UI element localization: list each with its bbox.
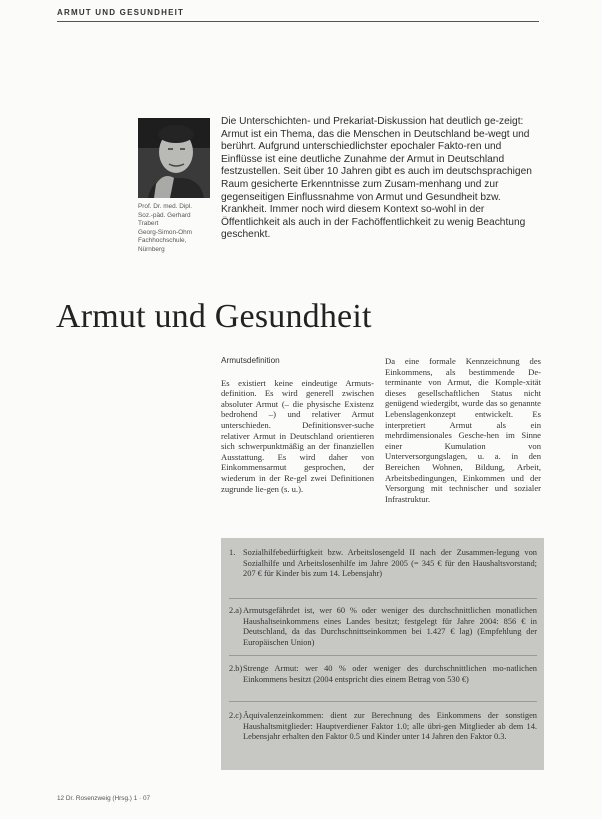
definition-number: 2.c) <box>229 711 242 720</box>
definition-text: Armutsgefährdet ist, wer 60 % oder weniger des durchschnittlichen monatlichen Haushaltseinkommens eines Landes besitzt; festgelegt für Jahre 2004: 856 € in Deutschland, da das Durchschnittseinkommen bei 1.427 € lag) (Empfehlung der Europäischen Union) <box>243 606 537 647</box>
running-head: ARMUT UND GESUNDHEIT <box>57 8 185 17</box>
header-rule <box>57 21 539 22</box>
box-divider <box>229 701 537 702</box>
author-caption: Prof. Dr. med. Dipl. Soz.-päd. Gerhard Trabert Georg-Simon-Ohm Fachhochschule, Nürnberg <box>138 203 192 253</box>
box-divider <box>229 598 537 599</box>
article-column-left <box>221 356 374 494</box>
box-divider <box>229 655 537 656</box>
definition-text: Äquivalenzeinkommen: dient zur Berechnung des Einkommens der sonstigen Haushaltsmitglieder: Hauptverdiener Faktor 1.0; alle übri-gen Mitglieder ab dem 14. Lebensjahr erhalten den Faktor 0.5 und Kinder unter 14 Jahren den Faktor 0.3. <box>243 711 537 742</box>
article-title: Armut und Gesundheit <box>56 298 372 335</box>
definitions-box <box>221 538 544 770</box>
column-left-text: Es existiert keine eindeutige Armuts-definition. Es wird generell zwischen absoluter Armut (– die physische Existenz bedrohend –) und relativer Armut unterschieden. Definitionsver-suche relativer Armut in Deutschland orientieren sich schwerpunktmäßig an der finanziellen Ausstattung. Es wird daher von Einkommensarmut gesprochen, der wiederum in der Re-gel zwei Definitionen zugrunde lie-gen (s. u.). <box>221 377 374 494</box>
section-subhead: Armutsdefinition <box>221 356 280 365</box>
definition-number: 1. <box>229 548 236 557</box>
definition-number: 2.a) <box>229 606 242 615</box>
definition-text: Strenge Armut: wer 40 % oder weniger des durchschnittlichen mo-natlichen Einkommens besitzt (2004 entspricht dies einem Betrag von 530 €) <box>243 664 537 684</box>
article-column-right: Da eine formale Kennzeichnung des Einkommens, als bestimmende De-terminante von Armut, die Komple-xität dieses gesellschaftlichen Status nicht genügend wiedergibt, wurde das so genannte Lebenslagenkonzept entwickelt. Es interpretiert Armut als ein mehrdimensionales Gesche-hen im Sinne einer Kumulation von Unterversorgungslagen, u. a. in den Bereichen Wohnen, Bildung, Arbeit, Arbeitsbedingungen, Einkommen und der Versorgung mit technischer und sozialer Infrastruktur. <box>385 356 541 504</box>
definition-text: Sozialhilfebedürftigkeit bzw. Arbeitslosengeld II nach der Zusammen-legung von Sozialhilfe und Arbeitslosenhilfe im Jahre 2005 (= 345 € für den Haushaltsvorstand; 207 € für Kinder bis zum 14. Lebensjahr) <box>243 548 537 579</box>
author-photo <box>138 118 210 198</box>
intro-paragraph: Die Unterschichten- und Prekariat-Diskussion hat deutlich ge-zeigt: Armut ist ein Thema, das die Menschen in Deutschland be-wegt und berührt. Aufgrund unterschiedlichster epochaler Fakto-ren und Einflüsse ist eine deutliche Zunahme der Armut in Deutschland festzustellen. Seit über 10 Jahren gibt es auch im deutschsprachigen Raum gesicherte Erkenntnisse zum Zusam-menhang und zur gegenseitigen Einflussnahme von Armut und Gesundheit bzw. Krankheit. Immer noch wird diesem Kontext so-wohl in der Öffentlichkeit als auch in der Fachöffentlichkeit zu wenig Beachtung geschenkt. <box>221 116 532 241</box>
definition-number: 2.b) <box>229 664 243 673</box>
page-footer: 12 Dr. Rosenzweig (Hrsg.) 1 · 07 <box>57 795 151 802</box>
